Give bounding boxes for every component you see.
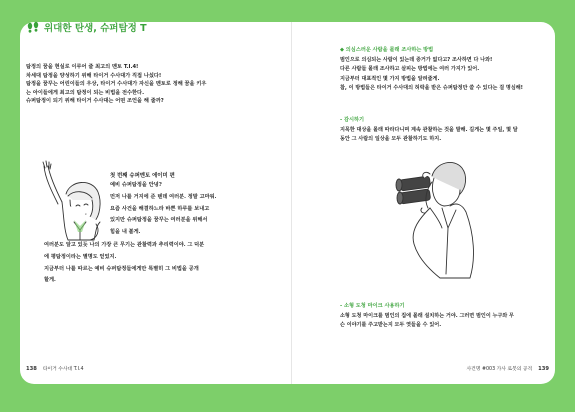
- mentor-line: 예비 슈퍼탐정을 안녕?: [110, 182, 162, 188]
- body-line: 지금부터 대표적인 몇 가지 방법을 알려줄게.: [340, 75, 440, 82]
- binoculars-man-illustration: [370, 148, 480, 283]
- body-line: 다른 사람들 몰래 조사하고 살피는 방법에는 여러 가지가 있어.: [340, 66, 480, 73]
- left-folio: [26, 365, 84, 372]
- mentor-heading: 첫 번째 슈퍼멘토 에이미 편: [110, 173, 175, 179]
- intro-line: 슈퍼탐정이 되기 위해 타이거 수사대는 어떤 조언을 해 줄까?: [26, 98, 164, 105]
- mentor-text-short: [110, 180, 216, 239]
- mentor-line: 에 평탐정이라는 별명도 얻었지.: [44, 253, 117, 260]
- page-gutter: [291, 22, 292, 384]
- right-running-title: 사건명 #003 가사 로봇의 공격: [466, 367, 533, 372]
- section-body-surveillance-methods: [340, 56, 523, 94]
- section-body-bug-microphone: [340, 312, 514, 331]
- intro-line: 차세대 탐정을 양성하기 위해 타이거 수사대가 직접 나섰다!: [26, 72, 162, 79]
- body-line: 슨 이야기를 주고받는지 모두 엿들을 수 있어.: [340, 322, 442, 329]
- left-page-number: 138: [26, 366, 37, 372]
- mentor-line: 요즘 사건을 해결하느라 바쁜 하루를 보내고: [110, 205, 210, 212]
- mentor-line: 할게.: [44, 277, 56, 284]
- intro-line: 탐정의 꿈을 현실로 이루어 줄 최고의 멘토 T.I.4!: [26, 64, 139, 70]
- mentor-line: 지금부터 나를 따르는 예비 슈퍼탐정들에게만 특별히 그 비법을 공개: [44, 265, 199, 272]
- mentor-line: 여러분도 알고 있듯 나의 가장 큰 무기는 관찰력과 추리력이야. 그 덕분: [44, 242, 205, 248]
- section-heading-surveillance-methods: ◆ 의심스러운 사람을 몰래 조사하는 방법: [340, 47, 434, 53]
- mentor-line: 먼저 나를 거지에 준 텐데 여러분. 정말 고마워.: [110, 193, 217, 200]
- chapter-title: [26, 20, 147, 34]
- left-running-title: 타이거 수사대 T.I.4: [42, 367, 84, 372]
- body-line: 소형 도청 마이크를 범인의 집에 몰래 설치하는 거야. 그러면 범인이 누구와 무: [340, 313, 514, 319]
- footprints-icon: [26, 21, 40, 33]
- body-line: 지목한 대상을 몰래 따라다니며 계속 관찰하는 것을 말해. 길게는 몇 주일, 몇 달: [340, 127, 518, 133]
- body-line: 동안 그 사람의 일상을 모두 관찰하기도 하지.: [340, 136, 442, 143]
- section-heading-bug-microphone: - 소형 도청 마이크 사용하기: [340, 303, 405, 309]
- section-body-watching: [340, 126, 518, 145]
- mentor-line: 있지만 슈퍼탐정을 꿈꾸는 여러분을 위해서: [110, 217, 208, 224]
- right-folio: [467, 365, 549, 372]
- body-line: 범인으로 의심되는 사람이 있는데 증거가 없다고? 조사하면 다 나와!: [340, 57, 493, 63]
- intro-paragraph: [26, 63, 266, 106]
- chapter-title-text: 위대한 탄생, 슈퍼탐정 T: [44, 23, 147, 34]
- mentor-line: 힘을 내 볼게.: [110, 229, 141, 236]
- body-line: 참, 이 방법들은 타이거 수사대의 허락을 받은 슈퍼탐정만 쓸 수 있다는 걸 명심해!: [340, 85, 523, 92]
- right-page-number: 139: [538, 366, 549, 372]
- mentor-text-full: [44, 240, 204, 287]
- intro-line: 탐정을 꿈꾸는 어린이들의 우상, 타이거 수사대가 자신을 멘토로 정해 꿈을 키우: [26, 81, 207, 88]
- intro-line: 는 아이들에게 최고의 탐정이 되는 비법을 전수한다.: [26, 89, 145, 96]
- section-heading-watching: - 감시하기: [340, 117, 365, 123]
